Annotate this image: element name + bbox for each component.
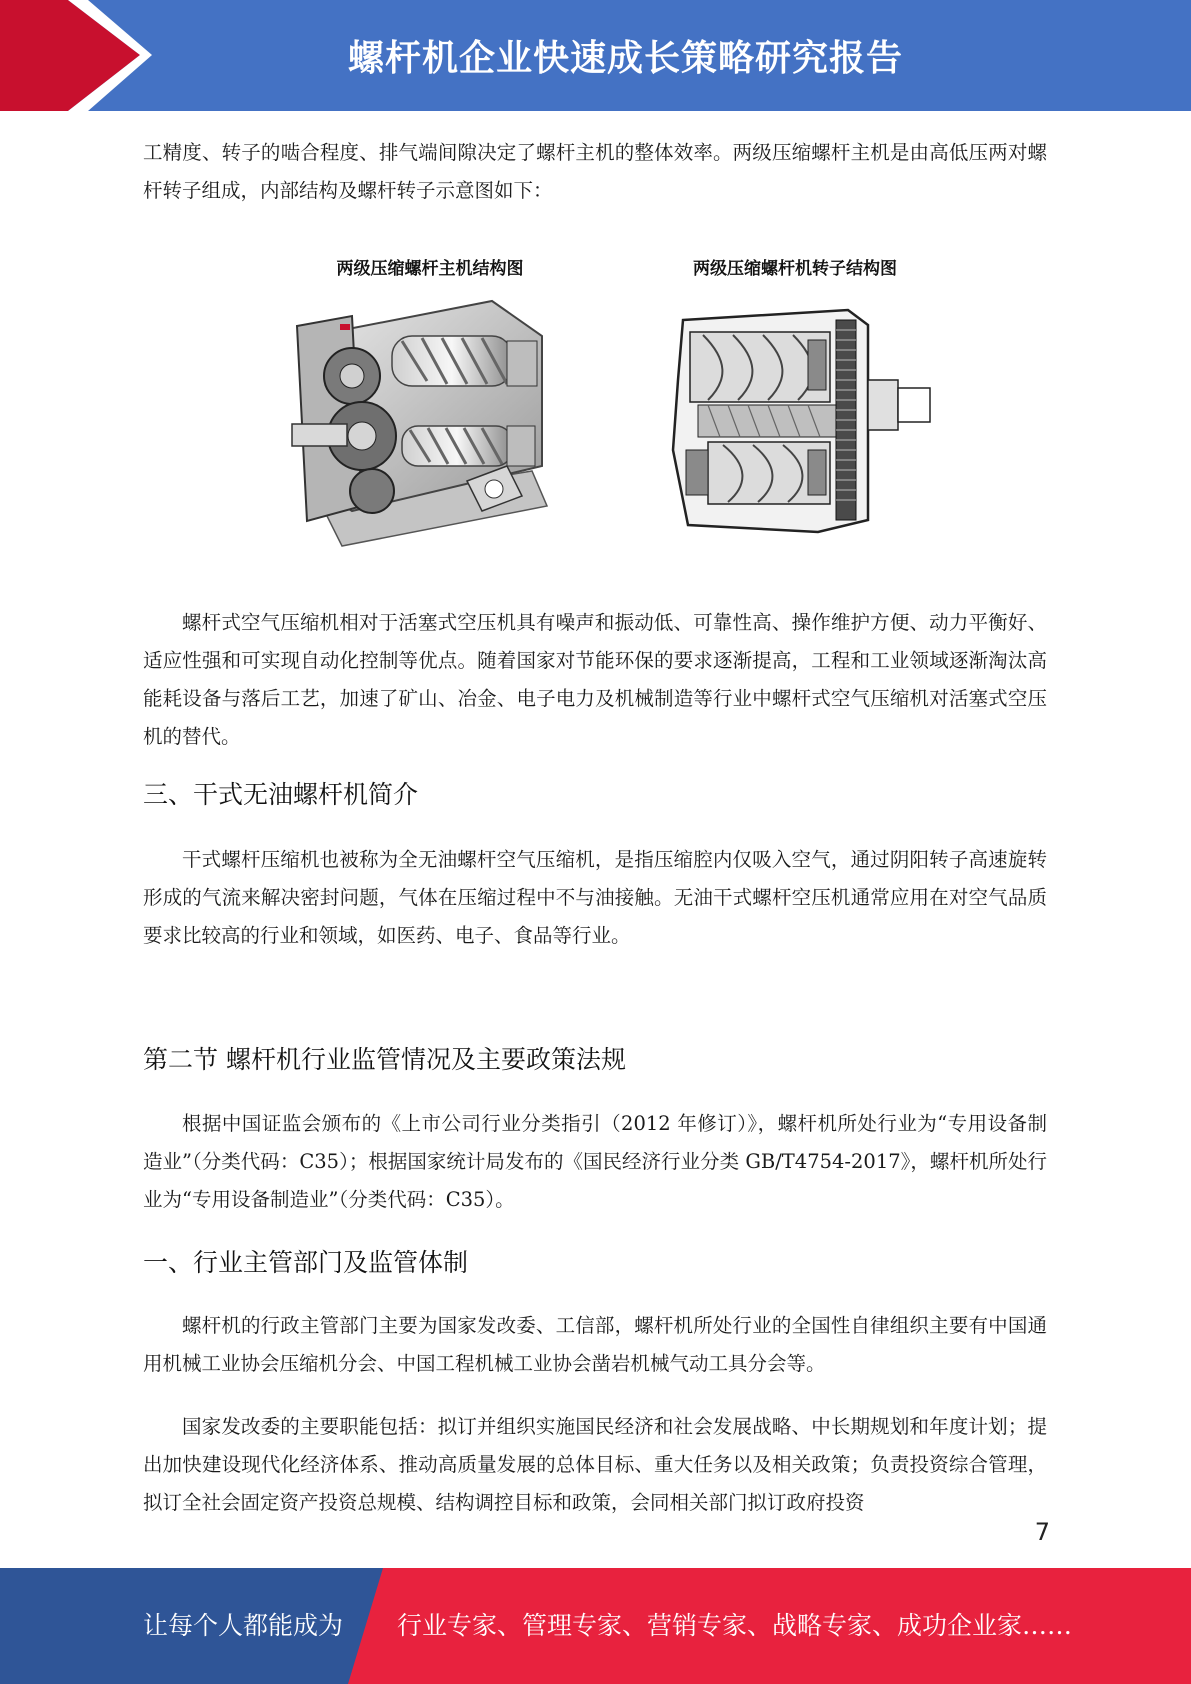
heading-authority-section: [143, 1243, 1047, 1279]
footer-slogan-left: 让每个人都能成为: [143, 1611, 344, 1640]
classification-paragraph: 根据中国证监会颁布的《上市公司行业分类指引（2012 年修订）》，螺杆机所处行业为“专用设备制造业”（分类代码：C35）；根据国家统计局发布的《国民经济行业分类 GB/T4754-2017》，螺杆机所处行业为“专用设备制造业”（分类代码：C35）。: [143, 1112, 1047, 1211]
advantages-section: [143, 604, 1047, 756]
heading-dry-screw-section: [143, 775, 1047, 811]
dry-screw-paragraph: 干式螺杆压缩机也被称为全无油螺杆空气压缩机，是指压缩腔内仅吸入空气，通过阴阳转子高速旋转形成的气流来解决密封问题，气体在压缩过程中不与油接触。无油干式螺杆空压机通常应用在对空气品质要求比较高的行业和领域，如医药、电子、食品等行业。: [143, 848, 1047, 947]
advantages-paragraph: 螺杆式空气压缩机相对于活塞式空压机具有噪声和振动低、可靠性高、操作维护方便、动力平衡好、适应性强和可实现自动化控制等优点。随着国家对节能环保的要求逐渐提高，工程和工业领域逐渐淘汰高能耗设备与落后工艺，加速了矿山、冶金、电子电力及机械制造等行业中螺杆式空气压缩机对活塞式空压机的替代。: [143, 611, 1047, 748]
classification-section: [143, 1105, 1047, 1219]
heading-authority: 一、行业主管部门及监管体制: [143, 1248, 469, 1277]
authority-paragraph: 螺杆机的行政主管部门主要为国家发改委、工信部，螺杆机所处行业的全国性自律组织主要有中国通用机械工业协会压缩机分会、中国工程机械工业协会凿岩机械气动工具分会等。: [143, 1314, 1047, 1375]
figure-left-caption: 两级压缩螺杆主机结构图: [336, 259, 524, 279]
dry-screw-section: [143, 841, 1047, 955]
ndrc-section: [143, 1408, 1047, 1522]
footer-slogan-right: 行业专家、管理专家、营销专家、战略专家、成功企业家……: [397, 1611, 1073, 1640]
page-number: 7: [1034, 1518, 1050, 1546]
authority-section: [143, 1307, 1047, 1383]
ndrc-paragraph: 国家发改委的主要职能包括：拟订并组织实施国民经济和社会发展战略、中长期规划和年度计划；提出加快建设现代化经济体系、推动高质量发展的总体目标、重大任务以及相关政策；负责投资综合管理，拟订全社会固定资产投资总规模、结构调控目标和政策，会同相关部门拟订政府投资: [143, 1415, 1047, 1514]
section-2-heading: 第二节 螺杆机行业监管情况及主要政策法规: [143, 1045, 626, 1074]
intro-section: [143, 134, 1047, 210]
rotor-cross-section-drawing: [668, 300, 933, 545]
section-2-heading-block: [143, 1040, 1047, 1076]
intro-paragraph: 工精度、转子的啮合程度、排气端间隙决定了螺杆主机的整体效率。两级压缩螺杆主机是由高低压两对螺杆转子组成，内部结构及螺杆转子示意图如下：: [143, 141, 1047, 202]
heading-dry-screw: 三、干式无油螺杆机简介: [143, 780, 419, 809]
header-title: 螺杆机企业快速成长策略研究报告: [347, 38, 903, 79]
figure-right-caption: 两级压缩螺杆机转子结构图: [693, 259, 897, 279]
page-footer: [0, 1568, 1191, 1684]
two-stage-compressor-illustration: [282, 296, 572, 556]
page-header: [0, 0, 1191, 111]
